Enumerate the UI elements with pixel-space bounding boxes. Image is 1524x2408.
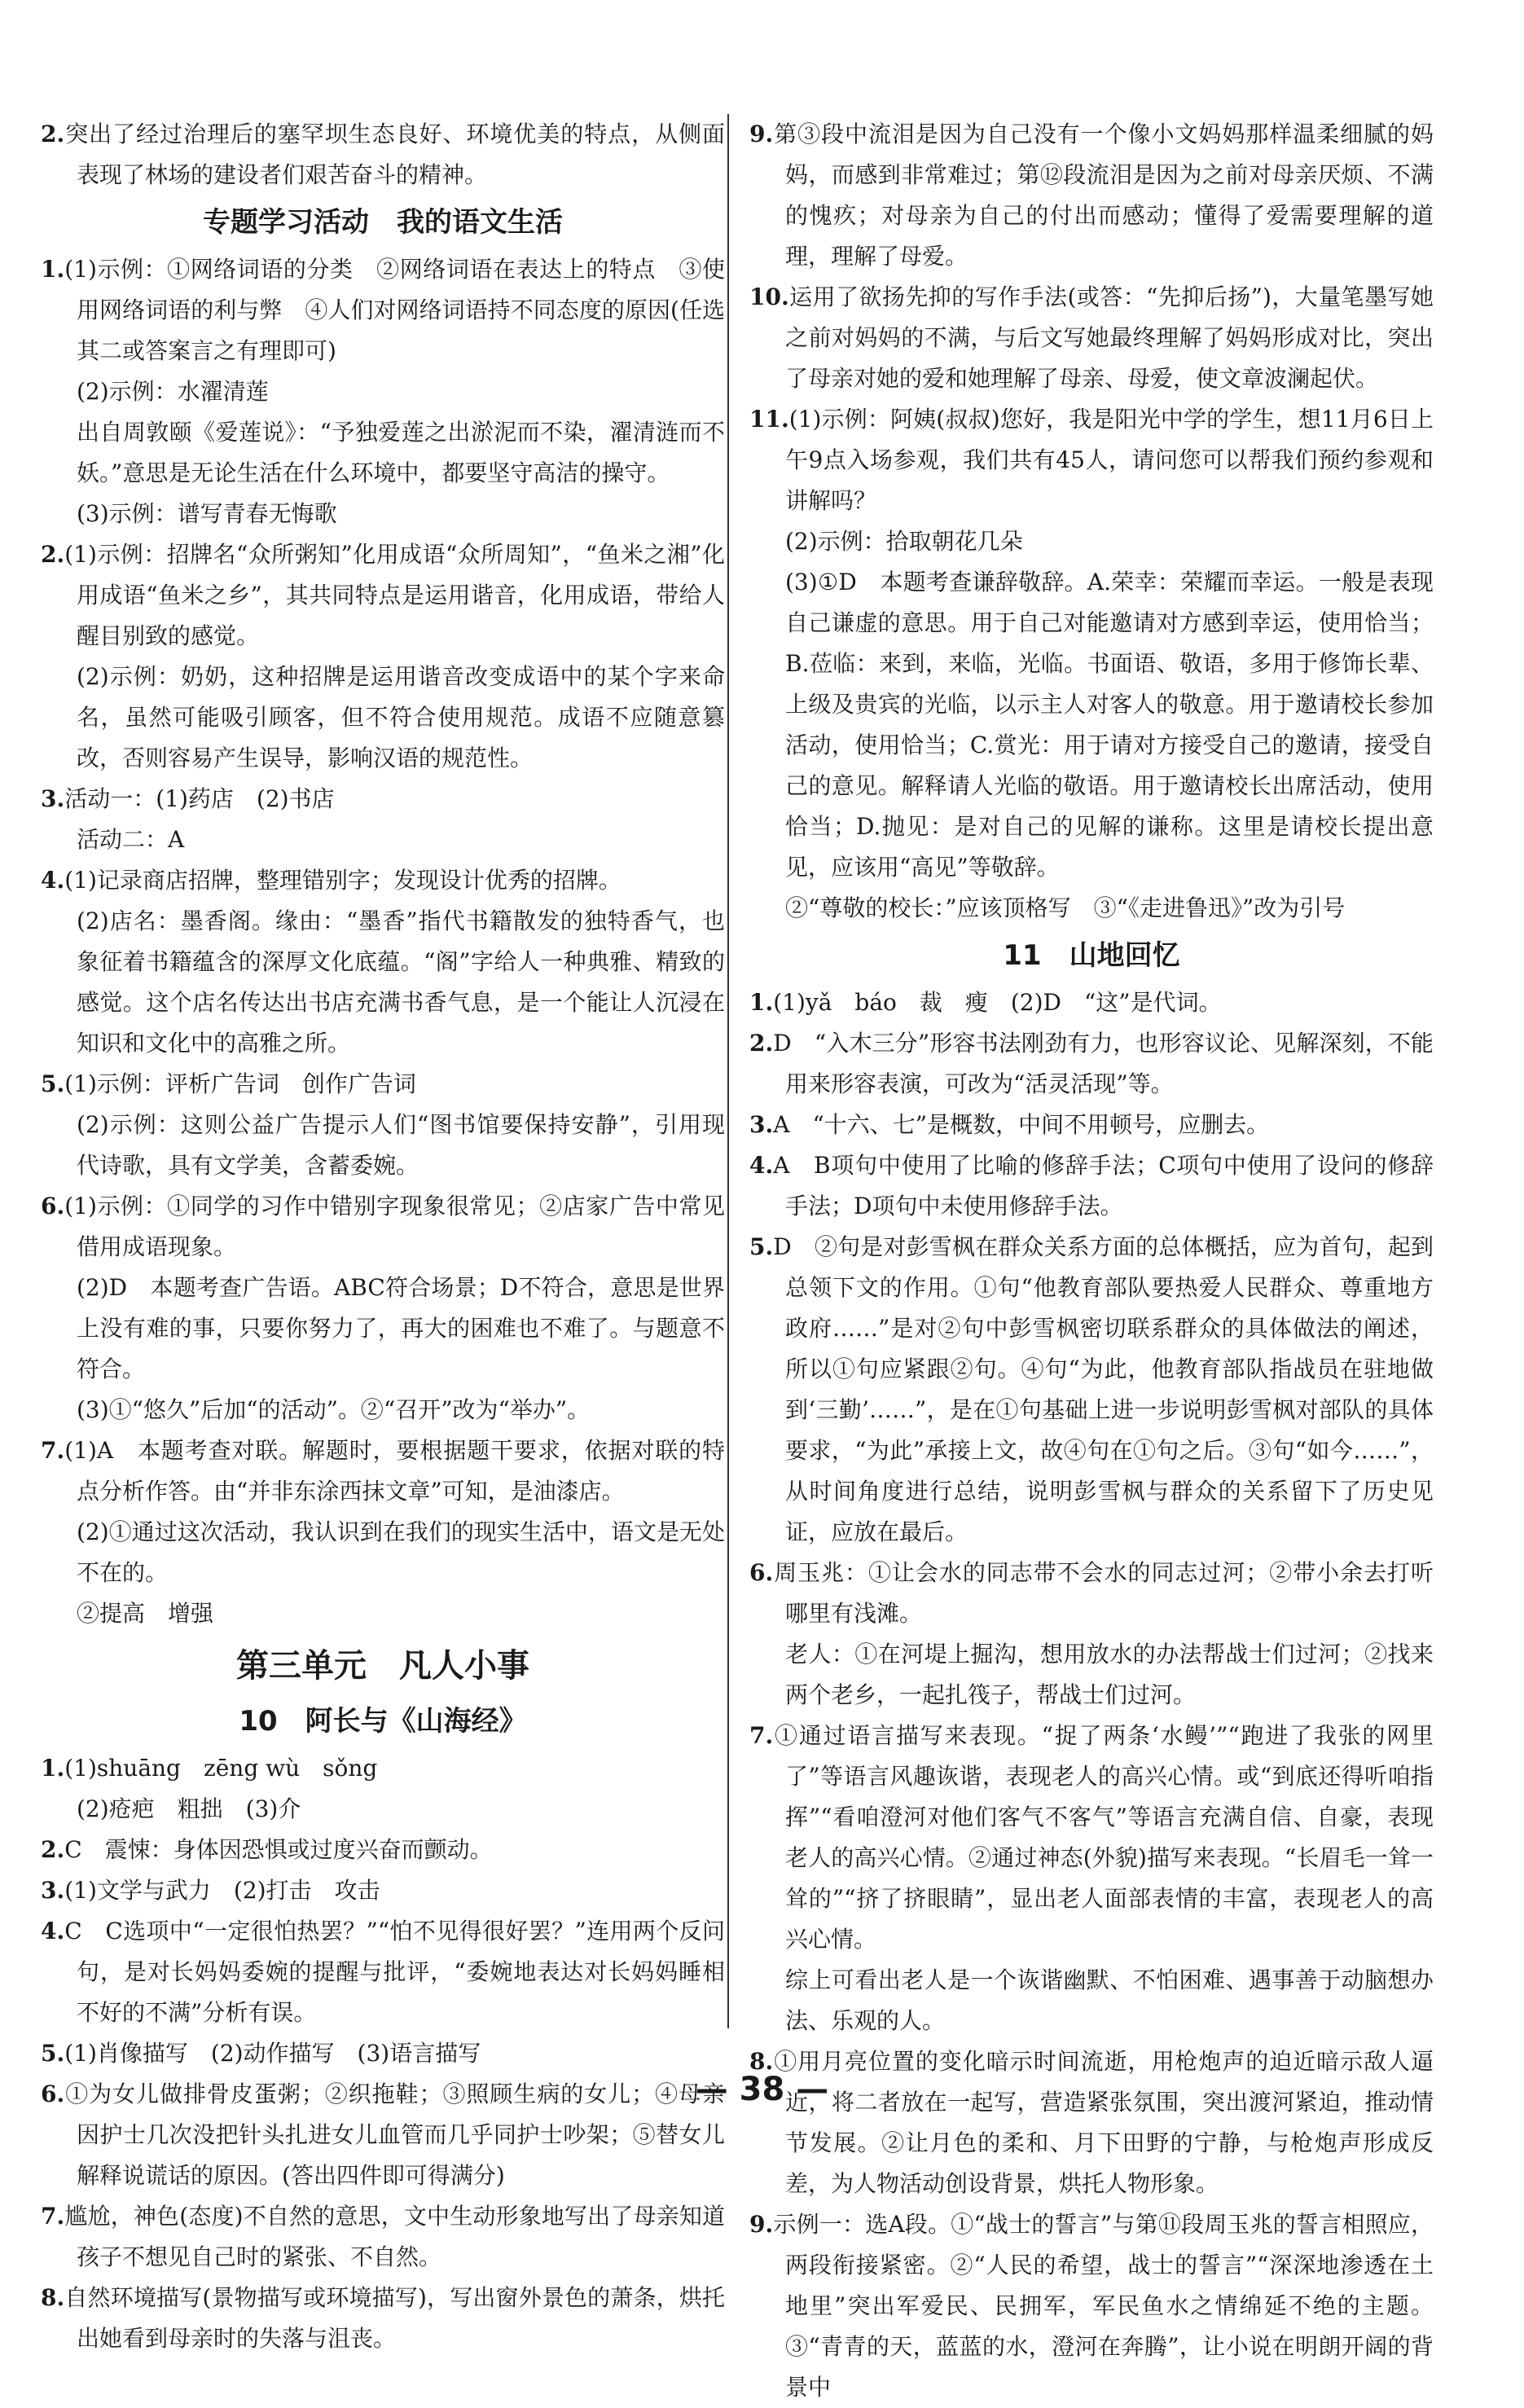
unit-heading: 第三单元 凡人小事 (236, 1647, 529, 1685)
answer-continuation: (2)示例：拾取朝花几朵 (785, 528, 1023, 555)
answer-number: 10. (749, 283, 789, 310)
answer-number: 7. (41, 2203, 65, 2230)
answer-item: 1.(1)yǎ báo 裁 瘦 (2)D “这”是代词。 (749, 989, 1222, 1016)
answer-number: 4. (41, 1918, 65, 1944)
section-heading: 专题学习活动 我的语文生活 (203, 206, 563, 239)
answer-item: 11.(1)示例：阿姨(叔叔)您好，我是阳光中学的学生，想11月6日上午9点入场参观，我们共有45人，请问您可以帮我们预约参观和讲解吗？ (749, 406, 1434, 514)
answer-continuation: (2)店名：墨香阁。缘由：“墨香”指代书籍散发的独特香气，也象征着书籍蕴含的深厚文化底蕴。“阁”字给人一种典雅、精致的感觉。这个店名传达出书店充满书香气息，是一个能让人沉浸在知识和文化中的高雅之所。 (77, 907, 725, 1057)
answer-item: 7.①通过语言描写来表现。“捉了两条‘水鳗’”“跑进了我张的网里了”等语言风趣诙谐，表现老人的高兴心情。或“到底还得听咱指挥”“看咱澄河对他们客气不客气”等语言充满自信、自豪，表现老人的高兴心情。②通过神态(外貌)描写来表现。“长眉毛一耸一耸的”“挤了挤眼睛”，显出老人面部表情的丰富，表现老人的高兴心情。 (749, 1722, 1434, 1953)
column-divider (727, 114, 729, 2028)
answer-item: 8.自然环境描写(景物描写或环境描写)，写出窗外景色的萧条，烘托出她看到母亲时的失落与沮丧。 (41, 2284, 725, 2352)
answer-item: 8.①用月亮位置的变化暗示时间流逝，用枪炮声的迫近暗示敌人逼近，将二者放在一起写，营造紧张氛围，突出渡河紧迫，推动情节发展。②让月色的柔和、月下田野的宁静，与枪炮声形成反差，为人物活动创设背景，烘托人物形象。 (749, 2048, 1434, 2197)
answer-item: 2.C 震悚：身体因恐惧或过度兴奋而颤动。 (41, 1836, 493, 1863)
right-column (749, 114, 1434, 2408)
answer-item: 5.(1)示例：评析广告词 创作广告词 (41, 1070, 416, 1097)
answer-continuation: 老人：①在河堤上掘沟，想用放水的办法帮战士们过河；②找来两个老乡，一起扎筏子，帮战士们过河。 (785, 1641, 1434, 1708)
answer-continuation: 出自周敦颐《爱莲说》：“予独爱莲之出淤泥而不染，濯清涟而不妖。”意思是无论生活在什么环境中，都要坚守高洁的操守。 (77, 419, 725, 486)
answer-continuation: (2)示例：奶奶，这种招牌是运用谐音改变成语中的某个字来命名，虽然可能吸引顾客，但不符合使用规范。成语不应随意篡改，否则容易产生误导，影响汉语的规范性。 (77, 663, 725, 771)
answer-number: 5. (41, 2040, 65, 2067)
answer-continuation: (3)①D 本题考查谦辞敬辞。A.荣幸：荣耀而幸运。一般是表现自己谦虚的意思。用于自己对能邀请对方感到幸运，使用恰当；B.莅临：来到，来临，光临。书面语、敬语，多用于修饰长辈、上级及贵宾的光临，以示主人对客人的敬意。用于邀请校长参加活动，使用恰当；C.赏光：用于请对方接受自己的邀请，接受自己的意见。解释请人光临的敬语。用于邀请校长出席活动，使用恰当；D.抛见：是对自己的见解的谦称。这里是请校长提出意见，应该用“高见”等敬辞。 (785, 569, 1434, 881)
answer-number: 4. (41, 867, 65, 894)
answer-number: 7. (41, 1437, 65, 1464)
answer-item: 4.A B项句中使用了比喻的修辞手法；C项句中使用了设问的修辞手法；D项句中未使用修辞手法。 (749, 1152, 1434, 1219)
answer-item: 9.示例一：选A段。①“战士的誓言”与第⑪段周玉兆的誓言相照应，两段衔接紧密。②“人民的希望，战士的誓言”“深深地渗透在土地里”突出军爱民、民拥军，军民鱼水之情绵延不绝的主题。③“青青的天，蓝蓝的水，澄河在奔腾”，让小说在明朗开阔的背景中 (749, 2211, 1434, 2401)
answer-continuation: (2)示例：这则公益广告提示人们“图书馆要保持安静”，引用现代诗歌，具有文学美，含蓄委婉。 (77, 1111, 725, 1179)
answer-item: 7.尴尬，神色(态度)不自然的意思，文中生动形象地写出了母亲知道孩子不想见自己时的紧张、不自然。 (41, 2203, 725, 2270)
answer-item: 3.(1)文学与武力 (2)打击 攻击 (41, 1877, 380, 1904)
answer-item: 6.周玉兆：①让会水的同志带不会水的同志过河；②带小余去打听哪里有浅滩。 (749, 1559, 1434, 1627)
answer-number: 2. (41, 1836, 65, 1863)
answer-item: 6.(1)示例：①同学的习作中错别字现象很常见；②店家广告中常见借用成语现象。 (41, 1193, 725, 1260)
answer-continuation: (2)疮疤 粗拙 (3)介 (77, 1795, 301, 1822)
answer-number: 2. (41, 541, 65, 568)
answer-number: 9. (749, 2211, 774, 2238)
answer-number: 3. (41, 1877, 65, 1904)
left-column (41, 114, 725, 2359)
answer-item: 7.(1)A 本题考查对联。解题时，要根据题干要求，依据对联的特点分析作答。由“并非东涂西抹文章”可知，是油漆店。 (41, 1437, 725, 1505)
answer-number: 8. (749, 2048, 774, 2075)
answer-item: 6.①为女儿做排骨皮蛋粥；②织拖鞋；③照顾生病的女儿；④母亲因护士几次没把针头扎进女儿血管而几乎同护士吵架；⑤替女儿解释说谎话的原因。(答出四件即可得满分) (41, 2081, 725, 2189)
section-heading: 11 山地回忆 (1003, 939, 1180, 972)
section-heading: 10 阿长与《山海经》 (239, 1705, 527, 1738)
answer-item: 2.(1)示例：招牌名“众所粥知”化用成语“众所周知”，“鱼米之湘”化用成语“鱼米之乡”，其共同特点是运用谐音，化用成语，带给人醒目别致的感觉。 (41, 541, 725, 649)
answer-item: 2.D “入木三分”形容书法刚劲有力，也形容议论、见解深刻，不能用来形容表演，可改为“活灵活现”等。 (749, 1030, 1434, 1097)
answer-continuation: ②“尊敬的校长：”应该顶格写 ③“《走进鲁迅》”改为引号 (785, 894, 1346, 921)
answer-continuation: (3)示例：谱写青春无悔歌 (77, 500, 337, 527)
answer-number: 3. (41, 785, 65, 812)
answer-continuation: 活动二：A (77, 826, 185, 853)
answer-number: 11. (749, 406, 789, 433)
answer-number: 2. (749, 1030, 774, 1057)
answer-item: 3.活动一：(1)药店 (2)书店 (41, 785, 335, 812)
answer-number: 7. (749, 1722, 774, 1749)
answer-item: 1.(1)示例：①网络词语的分类 ②网络词语在表达上的特点 ③使用网络词语的利与弊 ④人们对网络词语持不同态度的原因(任选其二或答案言之有理即可) (41, 256, 725, 364)
answer-number: 6. (41, 2081, 65, 2107)
answer-number: 6. (41, 1193, 65, 1219)
answer-number: 1. (749, 989, 774, 1016)
answer-continuation: (3)①“悠久”后加“的活动”。②“召开”改为“举办”。 (77, 1396, 591, 1423)
answer-number: 5. (749, 1233, 774, 1260)
answer-item: 5.D ②句是对彭雪枫在群众关系方面的总体概括，应为首句，起到总领下文的作用。①句“他教育部队要热爱人民群众、尊重地方政府……”是对②句中彭雪枫密切联系群众的具体做法的阐述，所以①句应紧跟②句。④句“为此，他教育部队指战员在驻地做到‘三勤’……”，是在①句基础上进一步说明彭雪枫对部队的具体要求，“为此”承接上文，故④句在①句之后。③句“如今……”，从时间角度进行总结，说明彭雪枫与群众的关系留下了历史见证，应放在最后。 (749, 1233, 1434, 1545)
answer-number: 1. (41, 1755, 65, 1782)
answer-number: 2. (41, 121, 65, 147)
answer-item: 3.A “十六、七”是概数，中间不用顿号，应删去。 (749, 1111, 1270, 1138)
answer-number: 1. (41, 256, 65, 283)
answer-number: 8. (41, 2284, 65, 2311)
answer-continuation: (2)D 本题考查广告语。ABC符合场景；D不符合，意思是世界上没有难的事，只要你努力了，再大的困难也不难了。与题意不符合。 (77, 1274, 725, 1382)
answer-continuation: (2)示例：水濯清莲 (77, 378, 269, 405)
answer-number: 9. (749, 121, 774, 147)
answer-item: 5.(1)肖像描写 (2)动作描写 (3)语言描写 (41, 2040, 481, 2067)
answer-continuation: 综上可看出老人是一个诙谐幽默、不怕困难、遇事善于动脑想办法、乐观的人。 (785, 1966, 1434, 2034)
answer-item: 10.运用了欲扬先抑的写作手法(或答：“先抑后扬”)，大量笔墨写她之前对妈妈的不满，与后文写她最终理解了妈妈形成对比，突出了母亲对她的爱和她理解了母亲、母爱，使文章波澜起伏。 (749, 283, 1434, 392)
answer-item: 4.C C选项中“一定很怕热罢？”“怕不见得很好罢？”连用两个反问句，是对长妈妈委婉的提醒与批评，“委婉地表达对长妈妈睡相不好的不满”分析有误。 (41, 1918, 725, 2026)
answer-continuation: (2)①通过这次活动，我认识到在我们的现实生活中，语文是无处不在的。 (77, 1518, 725, 1586)
answer-number: 4. (749, 1152, 774, 1179)
answer-item: 4.(1)记录商店招牌，整理错别字；发现设计优秀的招牌。 (41, 867, 621, 894)
answer-item: 1.(1)shuāng zēng wù sǒng (41, 1755, 378, 1782)
answer-item: 2.突出了经过治理后的塞罕坝生态良好、环境优美的特点，从侧面表现了林场的建设者们艰苦奋斗的精神。 (41, 121, 725, 188)
answer-number: 5. (41, 1070, 65, 1097)
page-number: — 38 — (695, 2071, 829, 2108)
answer-item: 9.第③段中流泪是因为自己没有一个像小文妈妈那样温柔细腻的妈妈，而感到非常难过；第⑫段流泪是因为之前对母亲厌烦、不满的愧疚；对母亲为自己的付出而感动；懂得了爱需要理解的道理，理解了母爱。 (749, 121, 1434, 270)
answer-number: 6. (749, 1559, 774, 1586)
answer-number: 3. (749, 1111, 774, 1138)
answer-continuation: ②提高 增强 (77, 1600, 214, 1627)
